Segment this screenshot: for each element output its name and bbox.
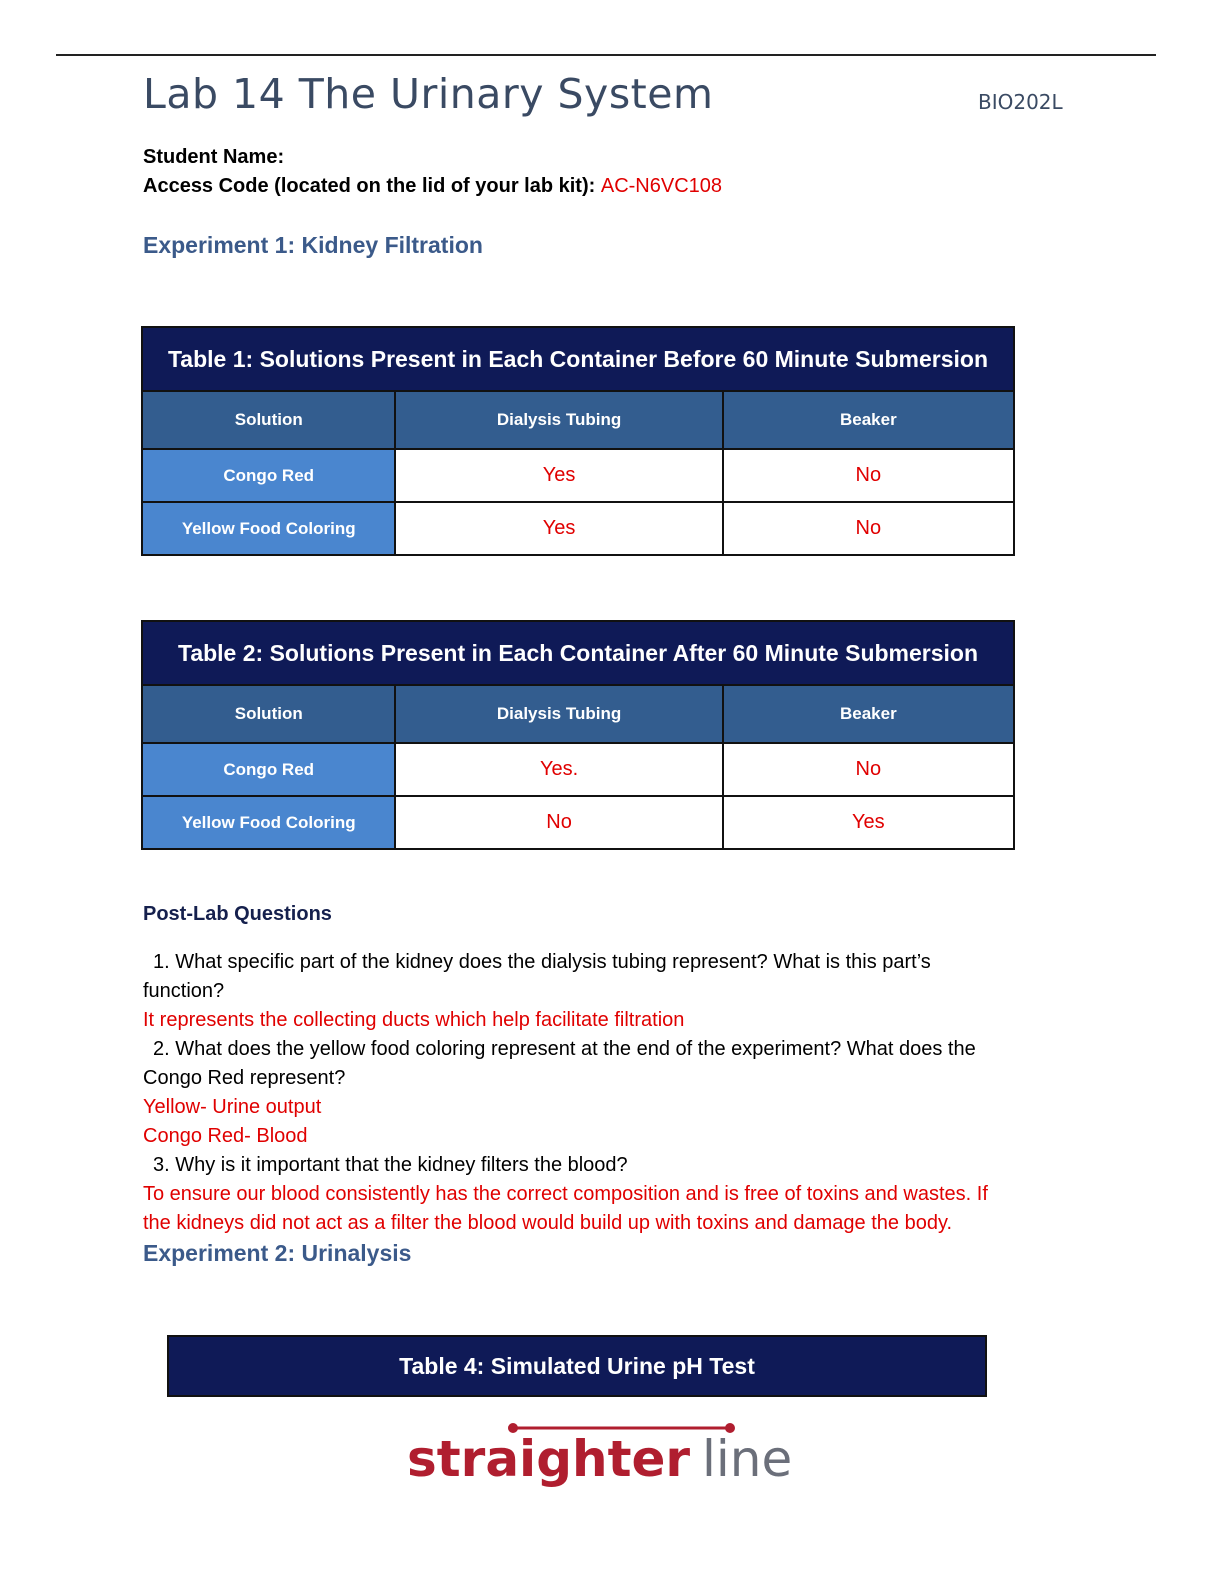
table1-header-beaker: Beaker [723, 391, 1014, 449]
table1-caption: Table 1: Solutions Present in Each Container Before 60 Minute Submersion [142, 327, 1014, 391]
tubing-value: Yes [395, 502, 722, 555]
beaker-value: No [723, 449, 1014, 502]
logo-text-line: line [702, 1430, 793, 1488]
row-label: Yellow Food Coloring [142, 796, 395, 849]
course-code: BIO202L [978, 90, 1063, 114]
table2 [141, 620, 1015, 850]
beaker-value: No [723, 502, 1014, 555]
question-1: 1. What specific part of the kidney does the dialysis tubing represent? What is this part’s [153, 951, 931, 973]
table2-caption: Table 2: Solutions Present in Each Container After 60 Minute Submersion [142, 621, 1014, 685]
answer-1: It represents the collecting ducts which help facilitate filtration [143, 1009, 685, 1031]
logo-text-straighter: straighter [407, 1430, 691, 1488]
table1-header-solution: Solution [142, 391, 395, 449]
page-title: Lab 14 The Urinary System [143, 70, 714, 118]
table4-caption: Table 4: Simulated Urine pH Test [167, 1335, 987, 1397]
table2-header-solution: Solution [142, 685, 395, 743]
experiment2-heading: Experiment 2: Urinalysis [143, 1240, 412, 1266]
row-label: Congo Red [142, 449, 395, 502]
answer-2-yellow: Yellow- Urine output [143, 1096, 322, 1118]
table2-header-beaker: Beaker [723, 685, 1014, 743]
postlab-questions [143, 948, 1073, 1238]
table1 [141, 326, 1015, 556]
question-1-cont: function? [143, 980, 225, 1002]
tubing-value: Yes [395, 449, 722, 502]
beaker-value: Yes [723, 796, 1014, 849]
answer-3: To ensure our blood consistently has the correct composition and is free of toxins and wastes. If [143, 1183, 988, 1205]
table-row [142, 502, 1014, 555]
tubing-value: No [395, 796, 722, 849]
top-rule [56, 54, 1156, 56]
access-code-label: Access Code (located on the lid of your lab kit): [143, 175, 596, 197]
experiment1-heading: Experiment 1: Kidney Filtration [143, 232, 483, 258]
table-row [142, 796, 1014, 849]
question-3: 3. Why is it important that the kidney filters the blood? [153, 1154, 628, 1176]
question-2: 2. What does the yellow food coloring represent at the end of the experiment? What does the [153, 1038, 976, 1060]
table2-header-tubing: Dialysis Tubing [395, 685, 722, 743]
table-row [142, 743, 1014, 796]
question-2-cont: Congo Red represent? [143, 1067, 346, 1089]
table1-header-tubing: Dialysis Tubing [395, 391, 722, 449]
access-code-value: AC-N6VC108 [600, 175, 723, 197]
straighterline-logo [405, 1418, 805, 1498]
tubing-value: Yes. [395, 743, 722, 796]
row-label: Congo Red [142, 743, 395, 796]
postlab-heading: Post-Lab Questions [143, 903, 332, 925]
student-name-label: Student Name: [143, 146, 285, 168]
access-code-line [143, 175, 722, 198]
row-label: Yellow Food Coloring [142, 502, 395, 555]
answer-2-congo: Congo Red- Blood [143, 1125, 308, 1147]
answer-3-cont: the kidneys did not act as a filter the blood would build up with toxins and damage the body. [143, 1212, 953, 1234]
table-row [142, 449, 1014, 502]
beaker-value: No [723, 743, 1014, 796]
